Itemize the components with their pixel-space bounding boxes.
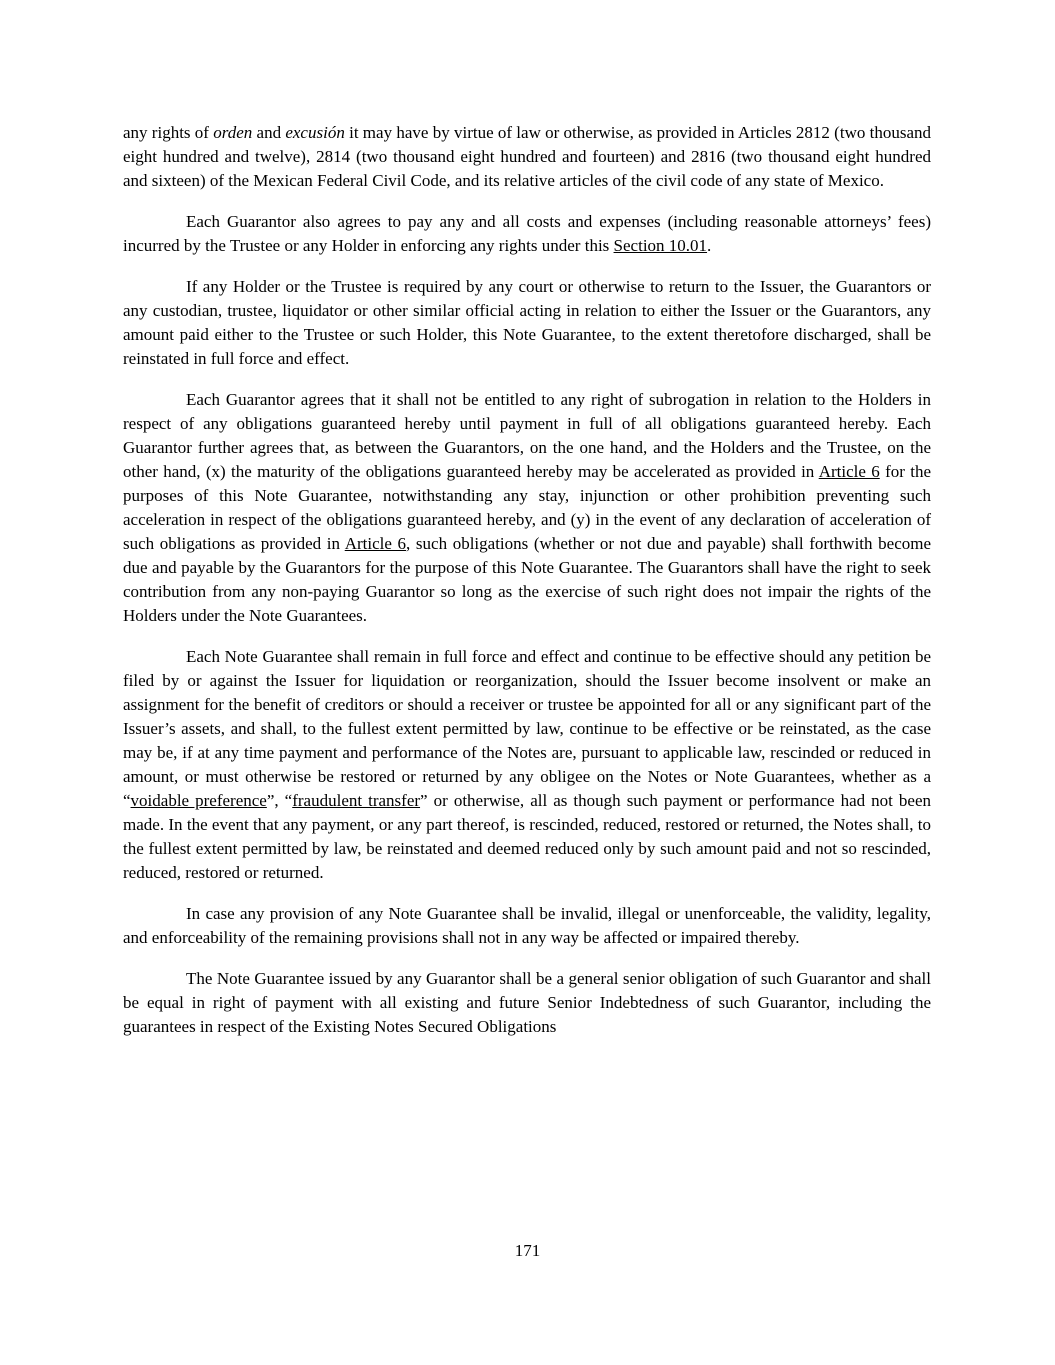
paragraph	[123, 902, 931, 950]
text-segment: and	[252, 123, 286, 142]
cross-reference: voidable preference	[130, 791, 267, 810]
text-segment: Each Note Guarantee shall remain in full force and effect and continue to be effective should any petition be filed by or against the Issuer for liquidation or reorganization, should the Issuer become insolvent or make an assignment for the benefit of creditors or should a receiver or trustee be appointed for all or any significant part of the Issuer’s assets, and shall, to the fullest extent permitted by law, continue to be effective or be reinstated, as the case may be, if at any time payment and performance of the Notes are, pursuant to applicable law, rescinded or reduced in amount, or must otherwise be restored or returned by any obligee on the Notes or Note Guarantees, whether as a “	[123, 647, 931, 810]
text-segment: Each Guarantor also agrees to pay any and all costs and expenses (including reasonable attorneys’ fees) incurred by the Trustee or any Holder in enforcing any rights under this	[123, 212, 931, 255]
text-segment: orden	[213, 123, 253, 142]
text-segment: ” or otherwise, all as though such payment or performance had not been made. In the event that any payment, or any part thereof, is rescinded, reduced, restored or returned, the Notes shall, to the fullest extent permitted by law, be reinstated and deemed reduced only by such amount paid and not so rescinded, reduced, restored or returned.	[123, 791, 932, 882]
text-segment: Each Guarantor agrees that it shall not be entitled to any right of subrogation in relation to the Holders in respect of any obligations guaranteed hereby until payment in full of all obligations guaranteed hereby. Each Guarantor further agrees that, as between the Guarantors, on the one hand, and the Holders and the Trustee, on the other hand, (x) the maturity of the obligations guaranteed hereby may be accelerated as provided in	[123, 390, 931, 481]
paragraph	[123, 645, 931, 885]
text-segment: The Note Guarantee issued by any Guarantor shall be a general senior obligation of such Guarantor and shall be equal in right of payment with all existing and future Senior Indebtedness of such Guarantor, including the guarantees in respect of the Existing Notes Secured Obligations	[123, 969, 931, 1036]
cross-reference: Section 10.01	[613, 236, 708, 255]
paragraph	[123, 121, 931, 193]
cross-reference: fraudulent transfer	[292, 791, 421, 810]
cross-reference: Article 6	[818, 462, 880, 481]
text-segment: If any Holder or the Trustee is required by any court or otherwise to return to the Issuer, the Guarantors or any custodian, trustee, liquidator or other similar official acting in relation to either the Issuer or the Guarantors, any amount paid either to the Trustee or such Holder, this Note Guarantee, to the extent theretofore discharged, shall be reinstated in full force and effect.	[123, 277, 931, 368]
paragraph	[123, 967, 931, 1039]
text-segment: In case any provision of any Note Guarantee shall be invalid, illegal or unenforceable, the validity, legality, and enforceability of the remaining provisions shall not in any way be affected or impaired thereby.	[123, 904, 931, 947]
text-segment: any rights of	[123, 123, 214, 142]
text-segment: , such obligations (whether or not due and payable) shall forthwith become due and payable by the Guarantors for the purpose of this Note Guarantee. The Guarantors shall have the right to seek contribution from any non-paying Guarantor so long as the exercise of such right does not impair the rights of the Holders under the Note Guarantees.	[123, 534, 932, 625]
text-segment: ”, “	[266, 791, 293, 810]
document-body	[123, 121, 931, 1039]
page-number: 171	[514, 1241, 541, 1260]
paragraph	[123, 275, 931, 371]
paragraph	[123, 210, 931, 258]
text-segment: for the purposes of this Note Guarantee, notwithstanding any stay, injunction or other prohibition preventing such acceleration in respect of the obligations guaranteed hereby, and (y) in the event of any declaration of acceleration of such obligations as provided in	[123, 462, 931, 553]
text-segment: excusión	[285, 123, 345, 142]
cross-reference: Article 6	[344, 534, 407, 553]
text-segment: .	[707, 236, 712, 255]
text-segment: it may have by virtue of law or otherwise, as provided in Articles 2812 (two thousand eight hundred and twelve), 2814 (two thousand eight hundred and fourteen) and 2816 (two thousand eight hundred and sixteen) of the Mexican Federal Civil Code, and its relative articles of the civil code of any state of Mexico.	[123, 123, 931, 190]
paragraph	[123, 388, 931, 628]
